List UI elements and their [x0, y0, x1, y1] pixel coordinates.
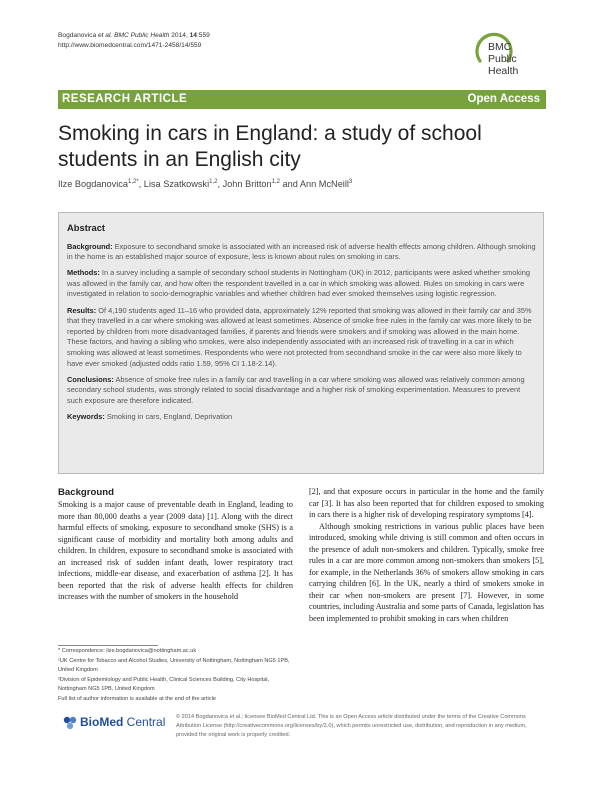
- author-name: John Britton: [222, 179, 272, 190]
- publisher-logo-icon: [62, 716, 78, 730]
- author-list: Ilze Bogdanovica$^{1,2*}$, Lisa Szatkowski$^{1,2}$, John Britton$^{1,2}$ and Ann McNeill$^3$: [58, 179, 353, 190]
- author-name: Lisa Szatkowski: [143, 179, 210, 190]
- copyright-notice: © 2014 Bogdanovica et al.; licensee BioMed Central Ltd. This is an Open Access article distributed under the terms of the Creative Commons Attribution License (http://creativecommons.org/licenses/by/2.0), which permits unrestricted use, distribution, and reproduction in any medium, provided the original work is properly credited.: [176, 714, 527, 738]
- open-access-label: Open Access: [467, 93, 540, 105]
- affiliation-note: ¹UK Centre for Tobacco and Alcohol Studies, University of Nottingham, Nottingham NG5 1PB, United Kingdom: [58, 657, 290, 673]
- abstract-keywords: Keywords: Smoking in cars, England, Deprivation: [67, 411, 233, 421]
- publisher-logo: [62, 715, 172, 733]
- abstract-box: [58, 212, 544, 474]
- body-paragraph: Smoking is a major cause of preventable death in England, leading to more than 80,000 deaths a year (2009 data) [1]. Along with the direct harmful effects of smoking, exposure to secondhand smoke (SHS) is a significant cause of morbidity and mortality both among adults and children. In children, exposure to secondhand smoke is associated with an increased risk of sudden infant death, lower respiratory tract infections, middle-ear disease, and exacerbation of asthma [2]. It has been reported that the risk of adverse health effects for children increases with the number of smokers in the household: [58, 500, 293, 601]
- body-column-right: [309, 486, 544, 624]
- body-column-left: [58, 486, 293, 603]
- abstract-methods: Methods: In a survey including a sample of secondary school students in Nottingham (UK) in 2012, participants were asked whether smoking was allowed in the family car, and how often the respondent travelled in a car in which smoking was allowed. Rules on smoking in cars were investigated in relation to socio-demographic variables and whether children had ever smoked themselves using logistic regression.: [67, 268, 530, 299]
- abstract-background: Background: Exposure to secondhand smoke is associated with an increased risk of adverse health effects among children. Although smoking in the home is an established major source of exposure, less is known about rules on smoking in cars.: [67, 241, 536, 262]
- journal-logo-text: BMC Public Health: [488, 41, 519, 77]
- correspondence-note: * Correspondence: ilze.bogdanovica@nottingham.ac.uk: [58, 648, 197, 654]
- publisher-logo-text: BioMed Central: [80, 715, 166, 729]
- footnote-divider: [58, 645, 158, 646]
- abstract-results: Results: Of 4,190 students aged 11–16 who provided data, approximately 12% reported that smoking was allowed in their family car and 35% that they travelled in a car where smoking was allowed at least sometimes. Absence of smoke free rules in the family car was more likely to be reported by children from more disadvantaged families, if parents and friends were smokers and if smoking was allowed in the main home. These factors, and having a sibling who smokes, were also independently associated with an increased risk of travelling in a car in which smoking was allowed at least sometimes. Respondents who were not protected from secondhand smoke in the car were also more likely to have ever smoked (adjusted odds ratio 1.59, 95% CI 1.18-2.14).: [67, 305, 532, 368]
- abstract-heading: Abstract: [67, 222, 106, 233]
- affiliation-note: ²Division of Epidemiology and Public Health, Clinical Sciences Building, City Hospital, Nottingham NG5 1PB, United Kingdom: [58, 676, 270, 692]
- author-info-note: Full list of author information is available at the end of the article: [58, 695, 216, 702]
- article-title: Smoking in cars in England: a study of school students in an English city: [58, 122, 482, 171]
- footnotes: [58, 647, 298, 704]
- citation-line: Bogdanovica et al. BMC Public Health 2014, 14:559: [58, 32, 210, 39]
- journal-logo: [474, 27, 549, 75]
- running-header: [58, 31, 210, 51]
- author-name: Ann McNeill: [299, 179, 349, 190]
- article-url[interactable]: http://www.biomedcentral.com/1471-2458/14/559: [58, 42, 202, 49]
- body-paragraph: Although smoking restrictions in various public places have been introduced, smoking while driving is still common and often occurs in the presence of adult non-smokers and children. Typically, smoke free rules in a car are more common among non-smokers than smokers [5], for example, in the Netherlands 36% of smokers allow smoking in cars carrying children [6]. In the UK, nearly a third of smokers smoke in their car when non-smokers are present [7]. However, in some countries, including Australia and some parts of Canada, legislation has been implemented to prohibit smoking in cars when children: [309, 521, 544, 623]
- body-paragraph: [2], and that exposure occurs in particular in the home and the family car [3]. It has also been reported that for children exposed to smoking in cars there is a higher risk of developing respiratory symptoms [4].: [309, 487, 544, 519]
- abstract-conclusions: Conclusions: Absence of smoke free rules in a family car and travelling in a car where smoking was allowed was relatively common among secondary school students, was strongly related to social disadvantage and a higher risk of smoking experimentation. Measures to prevent such exposure are therefore indicated.: [67, 374, 525, 405]
- author-name: Ilze Bogdanovica: [58, 179, 128, 190]
- article-type-label: RESEARCH ARTICLE: [62, 93, 188, 105]
- article-type-band: [58, 90, 546, 109]
- section-heading-background: Background: [58, 487, 114, 498]
